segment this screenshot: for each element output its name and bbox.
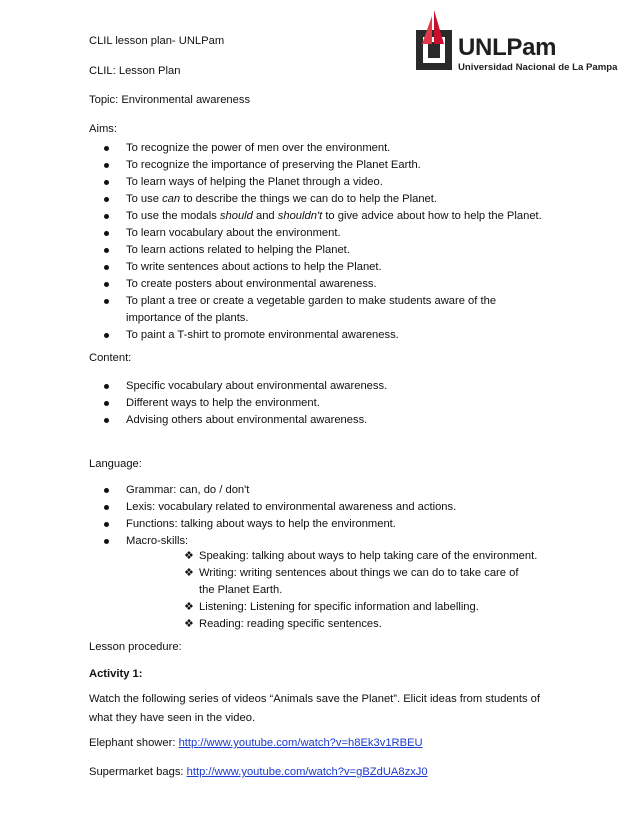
logo-name: UNLPam bbox=[458, 34, 557, 61]
list-item: Different ways to help the environment. bbox=[0, 395, 387, 412]
bullet-icon bbox=[104, 163, 109, 168]
macro-skills-list bbox=[0, 548, 537, 633]
list-item: Functions: talking about ways to help the environment. bbox=[0, 516, 456, 533]
video-link-elephant-shower[interactable]: http://www.youtube.com/watch?v=h8Ek3v1RBEU bbox=[178, 737, 423, 749]
aims-list bbox=[0, 140, 546, 344]
bullet-icon bbox=[104, 265, 109, 270]
list-item: ❖ Reading: reading specific sentences. bbox=[0, 616, 537, 633]
list-item: Lexis: vocabulary related to environmental awareness and actions. bbox=[0, 499, 456, 516]
aims-heading: Aims: bbox=[89, 123, 117, 135]
list-item: To learn ways of helping the Planet through a video. bbox=[0, 174, 546, 191]
list-item: Grammar: can, do / don't bbox=[0, 482, 456, 499]
bullet-icon bbox=[104, 146, 109, 151]
video-line-1: Elephant shower: http://www.youtube.com/watch?v=h8Ek3v1RBEU bbox=[89, 737, 423, 749]
unlpam-logo bbox=[410, 10, 620, 72]
bullet-icon bbox=[104, 282, 109, 287]
list-item: To write sentences about actions to help the Planet. bbox=[0, 259, 546, 276]
list-item: Specific vocabulary about environmental awareness. bbox=[0, 378, 387, 395]
bullet-icon bbox=[104, 384, 109, 389]
bullet-icon bbox=[104, 180, 109, 185]
list-item: To create posters about environmental awareness. bbox=[0, 276, 546, 293]
unlpam-emblem-icon bbox=[410, 10, 458, 72]
list-item: To plant a tree or create a vegetable garden to make students aware of the importance of the plants. bbox=[0, 293, 546, 327]
bullet-icon bbox=[104, 539, 109, 544]
content-list bbox=[0, 378, 387, 429]
topic-line: Topic: Environmental awareness bbox=[89, 94, 251, 106]
list-item: To learn vocabulary about the environment. bbox=[0, 225, 546, 242]
list-item: To recognize the power of men over the environment. bbox=[0, 140, 546, 157]
bullet-icon bbox=[104, 401, 109, 406]
bullet-icon bbox=[104, 214, 109, 219]
bullet-icon bbox=[104, 299, 109, 304]
list-item: To use the modals should and shouldn't to give advice about how to help the Planet. bbox=[0, 208, 546, 225]
bullet-icon bbox=[104, 248, 109, 253]
content-heading: Content: bbox=[89, 352, 132, 364]
video-line-2: Supermarket bags: http://www.youtube.com/watch?v=gBZdUA8zxJ0 bbox=[89, 766, 428, 778]
video-link-supermarket-bags[interactable]: http://www.youtube.com/watch?v=gBZdUA8zxJ0 bbox=[186, 766, 428, 778]
language-heading: Language: bbox=[89, 458, 142, 470]
bullet-icon bbox=[104, 231, 109, 236]
logo-subtitle: Universidad Nacional de La Pampa bbox=[458, 62, 618, 73]
bullet-icon bbox=[104, 522, 109, 527]
doc-line-1: CLIL lesson plan- UNLPam bbox=[89, 35, 225, 47]
bullet-icon bbox=[104, 418, 109, 423]
bullet-icon bbox=[104, 488, 109, 493]
procedure-heading: Lesson procedure: bbox=[89, 641, 182, 653]
diamond-bullet-icon: ❖ bbox=[184, 567, 194, 579]
doc-line-2: CLIL: Lesson Plan bbox=[89, 65, 181, 77]
bullet-icon bbox=[104, 505, 109, 510]
list-item: ❖ Listening: Listening for specific information and labelling. bbox=[0, 599, 537, 616]
language-list bbox=[0, 482, 456, 550]
activity-heading: Activity 1: bbox=[89, 668, 143, 680]
diamond-bullet-icon: ❖ bbox=[184, 601, 194, 613]
list-item: To learn actions related to helping the Planet. bbox=[0, 242, 546, 259]
activity-description: Watch the following series of videos “Animals save the Planet”. Elicit ideas from students of what they have seen in the video. bbox=[89, 693, 541, 724]
bullet-icon bbox=[104, 197, 109, 202]
list-item: To paint a T-shirt to promote environmental awareness. bbox=[0, 327, 546, 344]
diamond-bullet-icon: ❖ bbox=[184, 550, 194, 562]
list-item: To recognize the importance of preserving the Planet Earth. bbox=[0, 157, 546, 174]
list-item: ❖ Writing: writing sentences about things we can do to take care of the Planet Earth. bbox=[184, 567, 519, 596]
diamond-bullet-icon: ❖ bbox=[184, 618, 194, 630]
list-item: To use can to describe the things we can do to help the Planet. bbox=[0, 191, 546, 208]
list-item: ❖ Speaking: talking about ways to help taking care of the environment. bbox=[0, 548, 537, 565]
bullet-icon bbox=[104, 333, 109, 338]
list-item: Advising others about environmental awareness. bbox=[0, 412, 387, 429]
list-item: Macro-skills: bbox=[0, 533, 456, 550]
